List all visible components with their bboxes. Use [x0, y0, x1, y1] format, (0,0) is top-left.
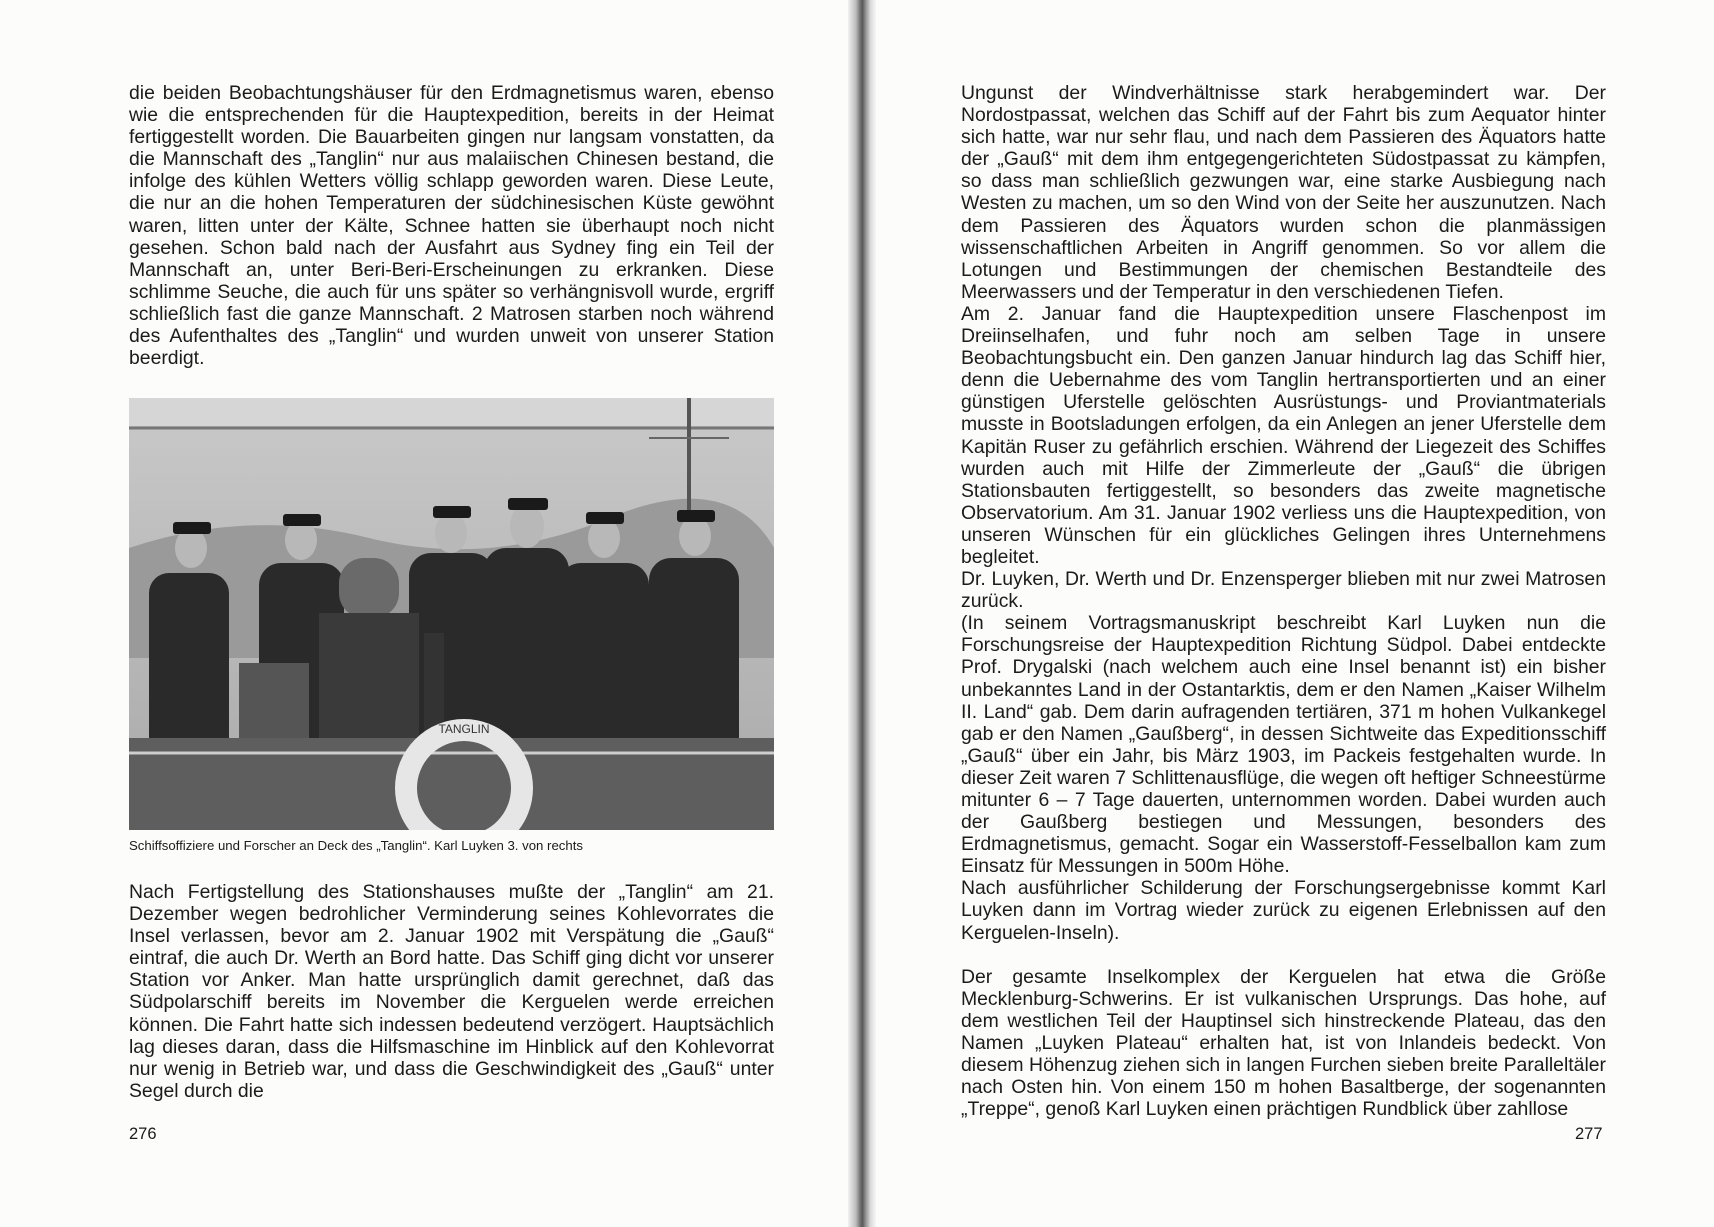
right-paragraph-5: Nach ausführlicher Schilderung der Forschungsergebnisse kommt Karl Luyken dann im Vortrag wieder zurück zu eigenen Erlebnissen auf den Kerguelen-Inseln). — [961, 877, 1606, 944]
right-paragraph-2: Am 2. Januar fand die Hauptexpedition unsere Flaschenpost im Dreiinselhafen, und fuhr noch am selben Tage in unsere Beobachtungsbucht ein. Den ganzen Januar hindurch lag das Schiff hier, denn die Uebernahme des vom Tanglin hertransportierten und an einer günstigen Uferstelle gelöschten Ausrüstungs- und Proviantmaterials musste in Bootsladungen erfolgen, da ein Anlegen an jener Uferstelle dem Kapitän Ruser zu gefährlich erschien. Während der Liegezeit des Schiffes wurden auch mit Hilfe der Zimmerleute der „Gauß“ die übrigen Stationsbauten fertiggestellt, so besonders das zweite magnetische Observatorium. Am 31. Januar 1902 verliess uns die Hauptexpedition, von unseren Wünschen für ein glückliches Gelingen ihres Unternehmens begleitet. — [961, 302, 1606, 568]
left-text-bottom — [129, 881, 774, 1102]
left-text-top — [129, 82, 774, 369]
right-text-top — [961, 82, 1606, 1120]
life-ring-lettering: TANGLIN — [438, 722, 490, 736]
left-paragraph-2: Nach Fertigstellung des Stationshauses mußte der „Tanglin“ am 21. Dezember wegen bedrohlicher Verminderung seines Kohlevorrates die Insel verlassen, bevor am 2. Januar 1902 mit Verspätung die „Gauß“ eintraf, die auch Dr. Werth an Bord hatte. Das Schiff ging dicht vor unserer Station vor Anker. Man hatte ursprünglich damit gerechnet, daß das Südpolarschiff bereits im November die Kerguelen werde erreichen können. Die Fahrt hatte sich indessen bedeutend verzögert. Hauptsächlich lag dieses daran, dass die Hilfsmaschine im Hinblick auf den Kohlevorrat nur wenig in Betrieb war, und dass die Geschwindigkeit des „Gauß“ unter Segel durch die — [129, 881, 774, 1102]
photo-caption: Schiffsoffiziere und Forscher an Deck des „Tanglin“. Karl Luyken 3. von rechts — [129, 838, 583, 853]
right-paragraph-3: Dr. Luyken, Dr. Werth und Dr. Enzensperger blieben mit nur zwei Matrosen zurück. — [961, 568, 1606, 613]
page-number-left: 276 — [129, 1125, 157, 1143]
right-paragraph-1: Ungunst der Windverhältnisse stark herabgemindert war. Der Nordostpassat, welchen das Schiff auf der Fahrt bis zum Aequator hinter sich hatte, war nur sehr flau, und nach dem Passieren des Äquators hatte der „Gauß“ mit dem ihm entgegengerichteten Südostpassat zu kämpfen, so dass man schließlich gezwungen war, eine starke Ausbiegung nach Westen zu machen, um so den Wind von der Seite her auszunutzen. Nach dem Passieren des Äquators wurden schon die planmässigen wissenschaftlichen Arbeiten in Angriff genommen. So vor allem die Lotungen und Bestimmungen der chemischen Bestandteile des Meerwassers und der Temperatur in den verschiedenen Tiefen. — [961, 82, 1606, 303]
paragraph-gap — [961, 944, 1606, 966]
book-gutter — [848, 0, 876, 1227]
left-paragraph-1: die beiden Beobachtungshäuser für den Erdmagnetismus waren, ebenso wie die entsprechenden für die Hauptexpedition, bereits in der Heimat fertiggestellt worden. Die Bauarbeiten gingen nur langsam vonstatten, da die Mannschaft des „Tanglin“ nur aus malaiischen Chinesen bestand, die infolge des kühlen Wetters völlig schlapp geworden waren. Diese Leute, die nur an die hohen Temperaturen der südchinesischen Küste gewöhnt waren, litten unter der Kälte, Schnee hatten sie überhaupt noch nicht gesehen. Schon bald nach der Ausfahrt aus Sydney fing ein Teil der Mannschaft an, unter Beri-Beri-Erscheinungen zu erkranken. Diese schlimme Seuche, die auch für uns später so verhängnisvoll wurde, ergriff schließlich fast die ganze Mannschaft. 2 Matrosen starben noch während des Aufenthaltes des „Tanglin“ und wurden unweit von unserer Station beerdigt. — [129, 82, 774, 370]
right-paragraph-6: Der gesamte Inselkomplex der Kerguelen hat etwa die Größe Mecklenburg-Schwerins. Er ist vulkanischen Ursprungs. Das hohe, auf dem westlichen Teil der Hauptinsel sich hinstreckende Plateau, das den Namen „Luyken Plateau“ erhalten hat, ist von Inlandeis bedeckt. Von diesem Höhenzug ziehen sich in langen Furchen sieben breite Paralleltäler nach Osten hin. Von einem 150 m hohen Basaltberge, der sogenannten „Treppe“, genoß Karl Luyken einen prächtigen Rundblick über zahllose — [961, 965, 1606, 1121]
right-paragraph-4: (In seinem Vortragsmanuskript beschreibt Karl Luyken nun die Forschungsreise der Hauptexpedition Richtung Südpol. Dabei entdeckte Prof. Drygalski (nach welchem auch eine Insel benannt ist) ein bisher unbekanntes Land in der Ostantarktis, dem er den Namen „Kaiser Wilhelm II. Land“ gab. Dem darin aufragenden tertiären, 371 m hohen Vulkankegel gab er den Namen „Gaußberg“, in dessen Sichtweite das Expeditionsschiff „Gauß“ über ein Jahr, bis März 1903, im Packeis festgehalten wurde. In dieser Zeit waren 7 Schlittenausflüge, die wegen oft heftiger Schneestürme mitunter 6 – 7 Tage dauerten, unternommen worden. Dabei wurden auch der Gaußberg bestiegen und Messungen, besonders des Erdmagnetismus, gemacht. Sogar ein Wasserstoff-Fesselballon kam zum Einsatz für Messungen in 500m Höhe. — [961, 612, 1606, 878]
photo-officers-on-deck — [129, 398, 774, 830]
page-number-right: 277 — [1575, 1125, 1603, 1143]
right-page — [857, 0, 1714, 1227]
historical-photo — [129, 398, 774, 830]
